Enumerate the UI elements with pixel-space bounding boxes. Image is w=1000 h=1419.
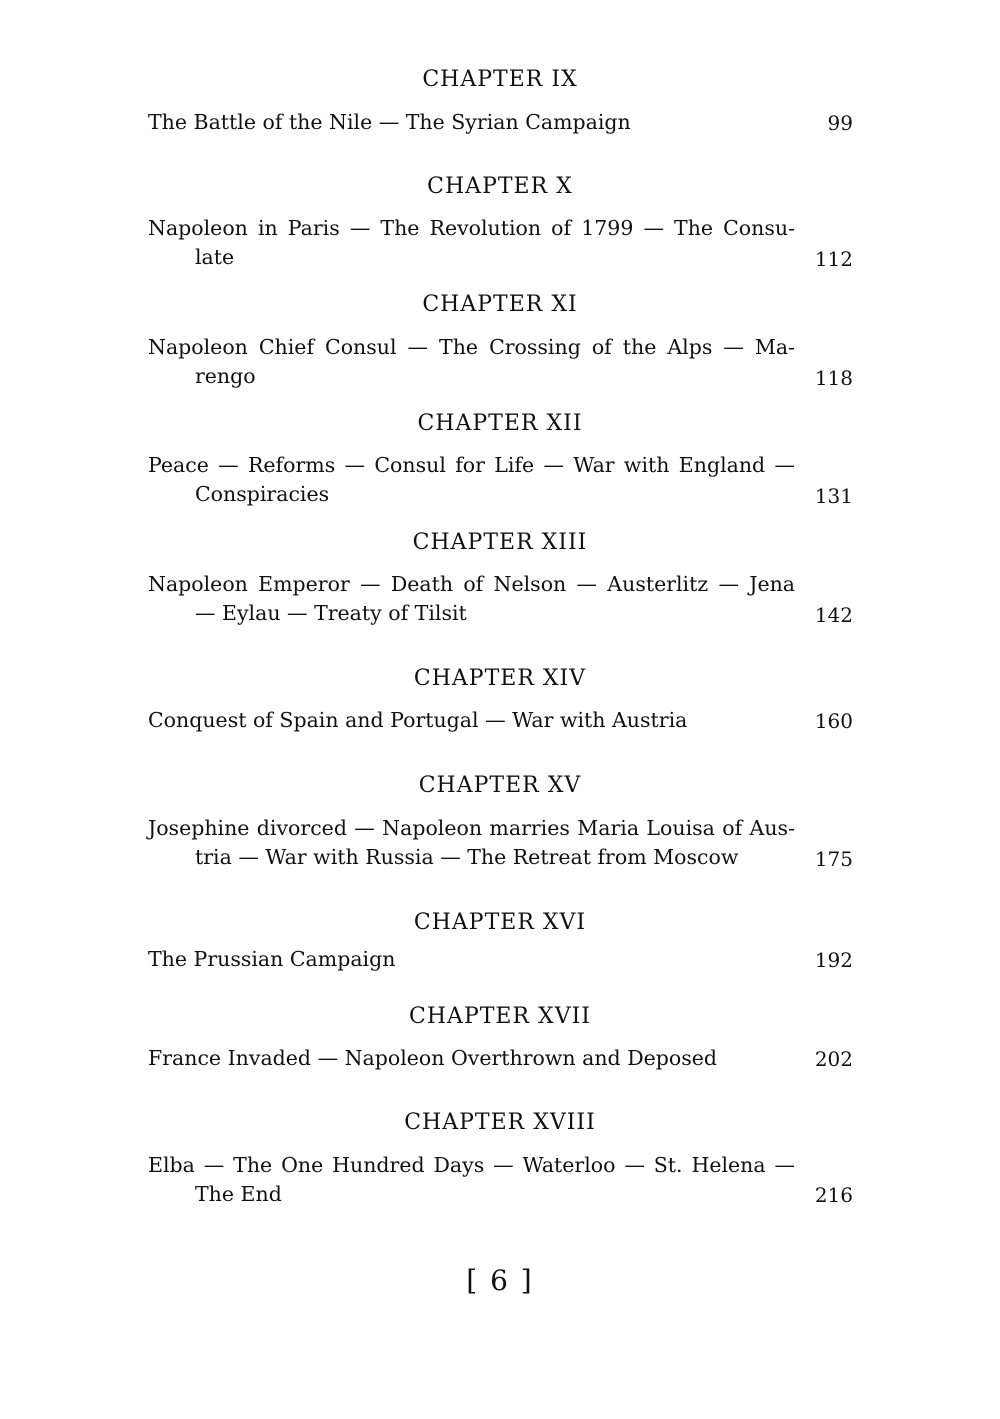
chapter-heading: CHAPTER XII <box>417 411 583 436</box>
chapter-heading: CHAPTER XIV <box>413 666 587 691</box>
chapter-heading: CHAPTER XI <box>422 292 578 317</box>
page-number: 131 <box>814 484 853 508</box>
chapter-title-continued: rengo <box>195 364 256 388</box>
chapter-heading: CHAPTER XVIII <box>404 1110 596 1135</box>
page-number: 175 <box>814 847 853 871</box>
page-number: 160 <box>814 709 853 733</box>
chapter-title: Napoleon Emperor — Death of Nelson — Austerlitz — Jena <box>148 572 795 596</box>
page-number: 142 <box>814 603 853 627</box>
page-footer-number: [ 6 ] <box>466 1264 534 1297</box>
chapter-title: Elba — The One Hundred Days — Waterloo — St. Helena — <box>148 1153 795 1177</box>
chapter-title: Conquest of Spain and Portugal — War with Austria <box>148 708 688 732</box>
chapter-title-continued: late <box>195 245 235 269</box>
chapter-title: The Prussian Campaign <box>148 947 396 971</box>
chapter-title: Peace — Reforms — Consul for Life — War with England — <box>148 453 795 477</box>
chapter-title-continued: — Eylau — Treaty of Tilsit <box>195 601 467 625</box>
page-number: 112 <box>814 247 853 271</box>
chapter-title-continued: Conspiracies <box>195 482 330 506</box>
chapter-title: Josephine divorced — Napoleon marries Maria Louisa of Aus- <box>148 816 795 840</box>
chapter-heading: CHAPTER XV <box>418 773 582 798</box>
chapter-title-continued: tria — War with Russia — The Retreat from Moscow <box>195 845 739 869</box>
page-number: 192 <box>814 948 853 972</box>
page-number: 216 <box>814 1183 853 1207</box>
page-number: 202 <box>814 1047 853 1071</box>
chapter-heading: CHAPTER XVII <box>409 1004 591 1029</box>
chapter-heading: CHAPTER IX <box>422 67 578 92</box>
chapter-heading: CHAPTER X <box>427 174 573 199</box>
chapter-title: France Invaded — Napoleon Overthrown and Deposed <box>148 1046 718 1070</box>
chapter-title: Napoleon in Paris — The Revolution of 1799 — The Consu- <box>148 216 795 240</box>
chapter-title: Napoleon Chief Consul — The Crossing of the Alps — Ma- <box>148 335 795 359</box>
page-number: 118 <box>814 366 853 390</box>
page-number: 99 <box>827 111 853 135</box>
chapter-title: The Battle of the Nile — The Syrian Campaign <box>148 110 631 134</box>
chapter-heading: CHAPTER XIII <box>412 530 588 555</box>
chapter-heading: CHAPTER XVI <box>413 910 587 935</box>
chapter-title-continued: The End <box>195 1182 282 1206</box>
